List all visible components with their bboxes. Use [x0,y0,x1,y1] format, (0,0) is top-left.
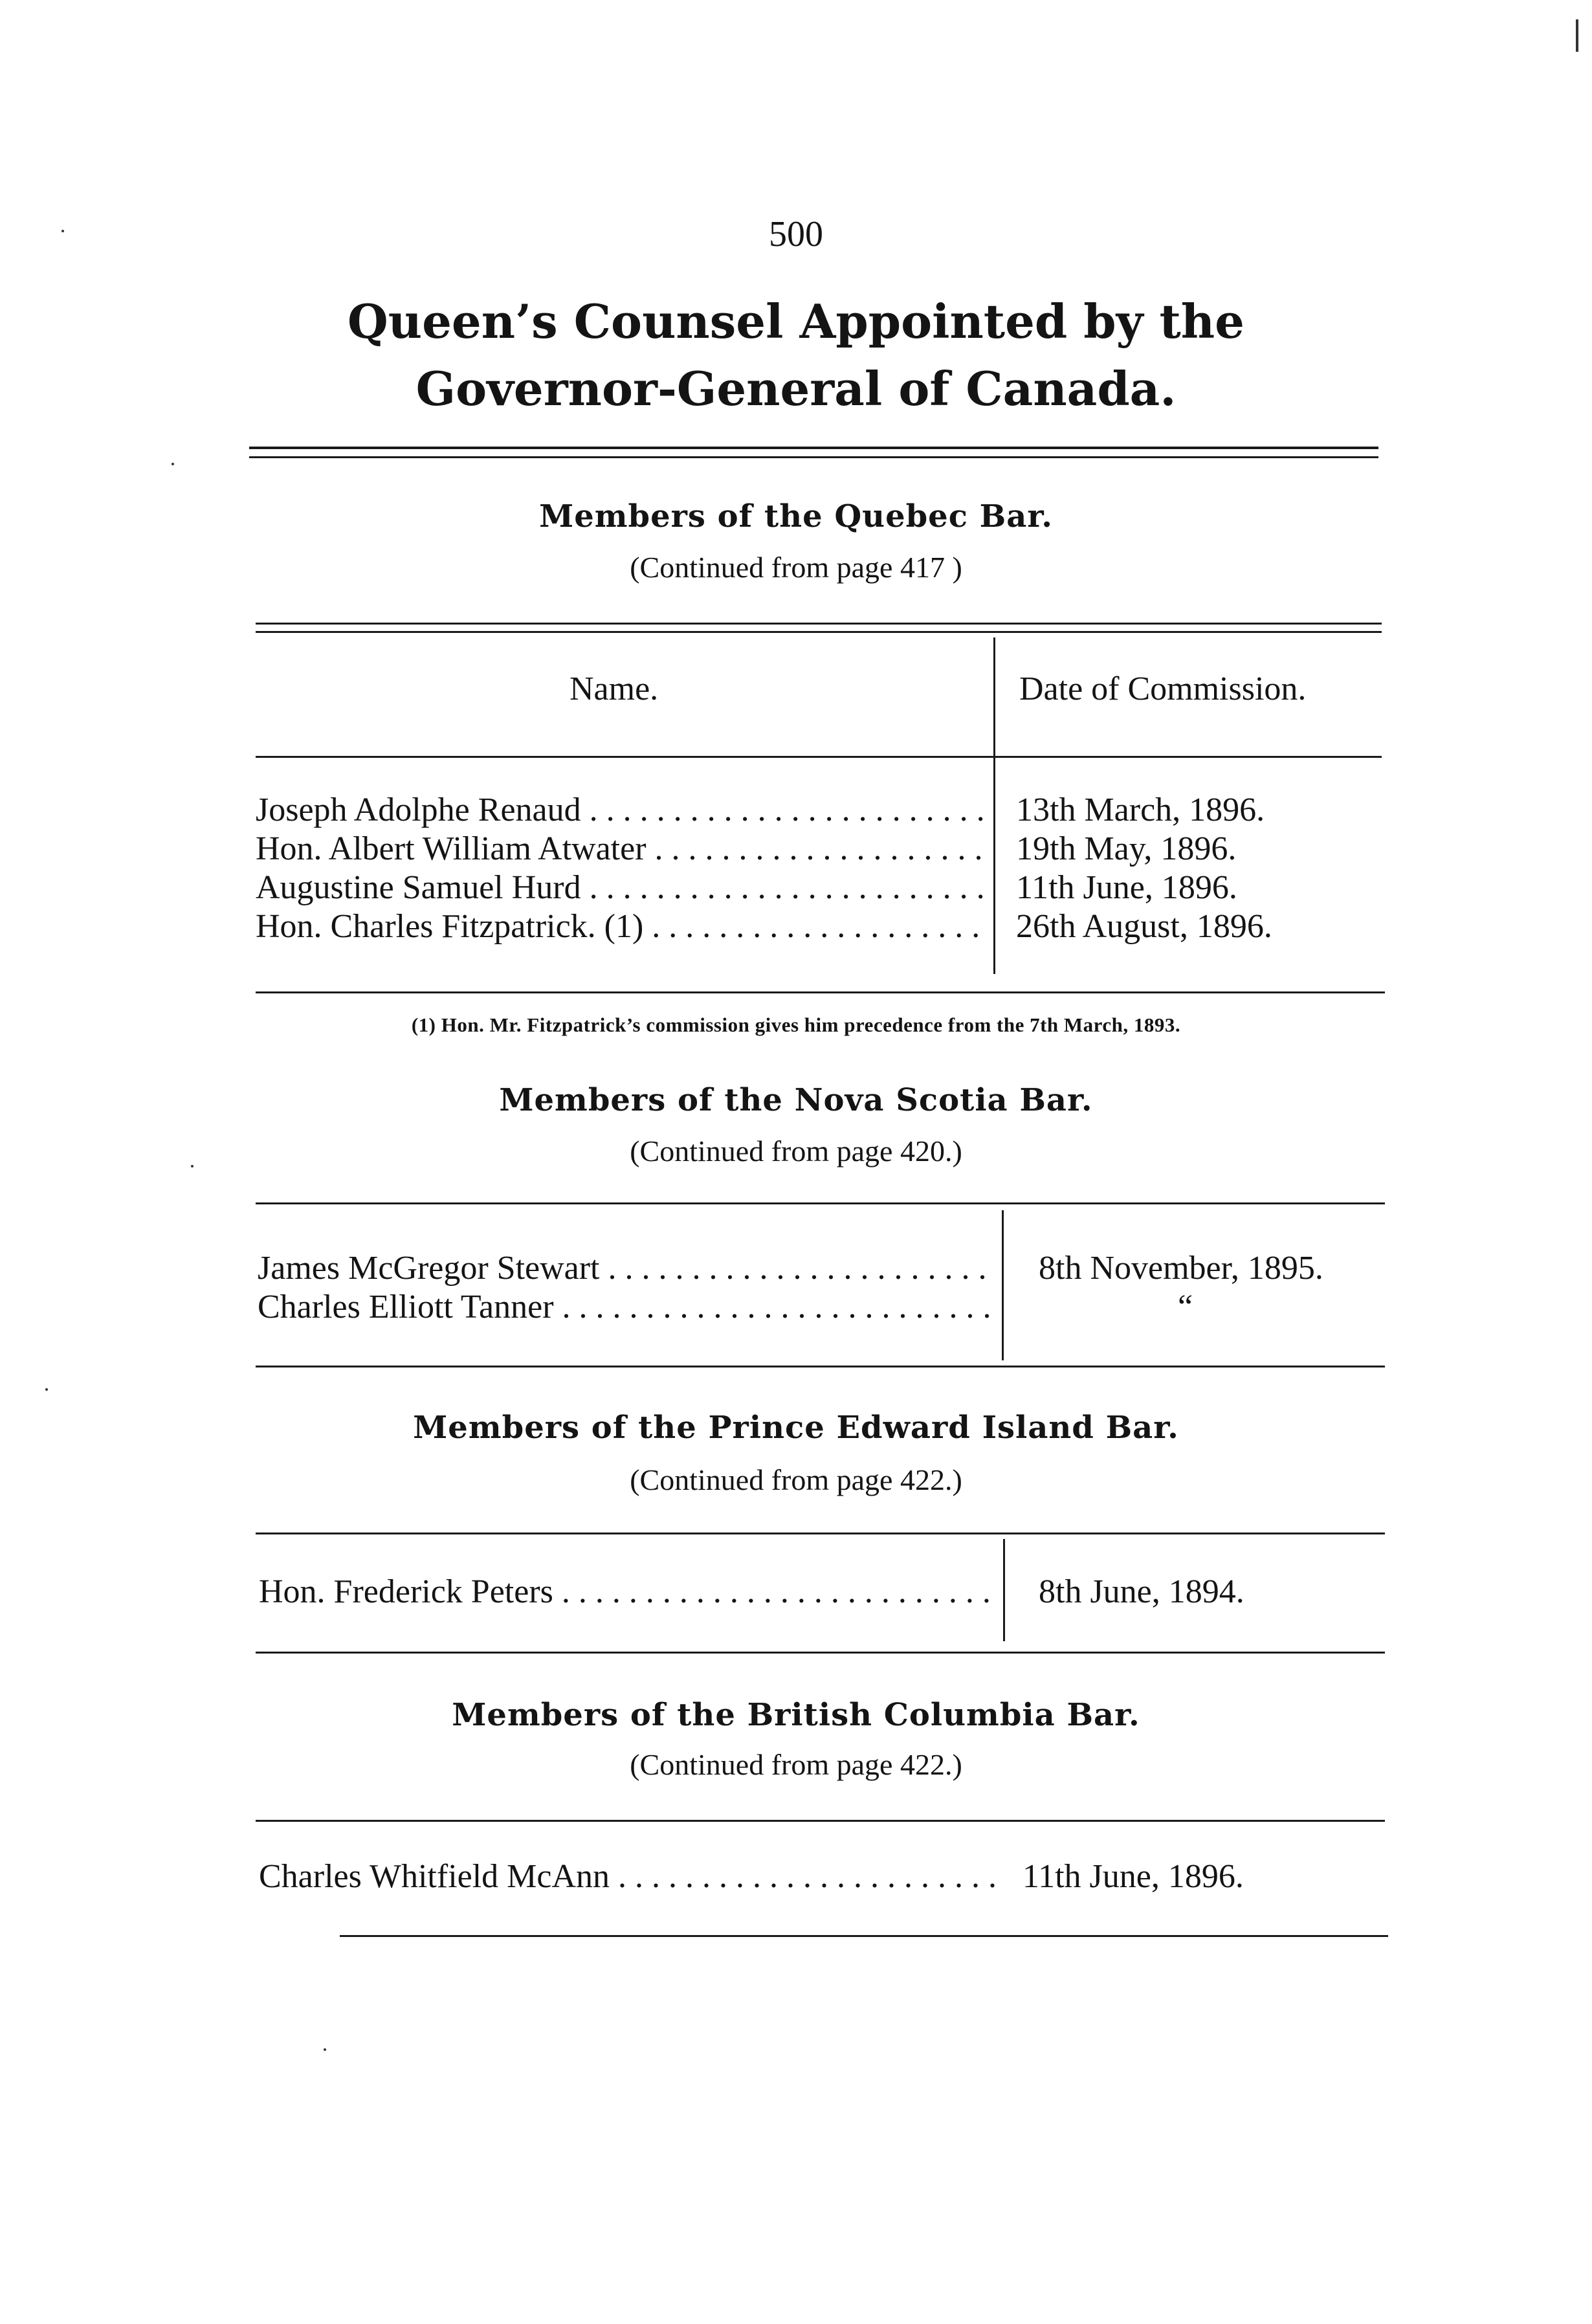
row-date: 8th November, 1895. [1039,1250,1323,1287]
row-name: James McGregor Stewart . . . [258,1249,995,1288]
section-heading-nova-scotia: Members of the Nova Scotia Bar. [499,1082,1093,1118]
column-header-date: Date of Commission. [1019,670,1307,707]
divider [249,447,1378,449]
page-title [194,288,1398,423]
row-name: Charles Whitfield McAnn . . . [259,1857,1000,1896]
scan-speck [191,1165,193,1168]
scan-speck [61,230,64,232]
column-separator [1003,1539,1005,1641]
column-separator [993,637,995,974]
row-date: 26th August, 1896. [1016,908,1272,945]
row-name: Augustine Samuel Hurd . . . [256,869,987,907]
divider [256,1652,1385,1654]
divider [256,756,1382,758]
title-line-1: Queen’s Counsel Appointed by the [348,294,1244,349]
row-name: Charles Elliott Tanner . . . [258,1288,995,1327]
row-date: “ [1178,1289,1193,1325]
continued-note-nova-scotia: (Continued from page 420.) [630,1134,962,1168]
divider [256,623,1382,625]
column-separator [1002,1210,1004,1360]
section-heading-prince-edward-island: Members of the Prince Edward Island Bar. [413,1410,1179,1446]
divider [256,1202,1385,1204]
column-header-name: Name. [569,670,659,707]
scan-speck [171,463,174,465]
divider [249,456,1378,458]
divider [256,1366,1385,1367]
footnote: (1) Hon. Mr. Fitzpatrick’s commission gives him precedence from the 7th March, 1893. [411,1013,1181,1036]
divider [256,1533,1385,1534]
row-date: 8th June, 1894. [1039,1573,1244,1610]
continued-note-quebec: (Continued from page 417 ) [630,551,962,584]
divider [340,1935,1388,1937]
title-line-2: Governor-General of Canada. [415,361,1177,416]
divider [256,631,1382,633]
divider [256,991,1385,993]
row-date: 11th June, 1896. [1023,1858,1244,1895]
row-date: 19th May, 1896. [1016,830,1237,867]
divider [256,1820,1385,1822]
section-heading-british-columbia: Members of the British Columbia Bar. [452,1697,1140,1733]
row-date: 11th June, 1896. [1016,869,1237,906]
row-name: Joseph Adolphe Renaud . . . [256,791,987,830]
row-name: Hon. Frederick Peters . . . [259,1573,997,1611]
scan-speck [45,1388,48,1391]
section-heading-quebec: Members of the Quebec Bar. [539,498,1053,535]
continued-note-british-columbia: (Continued from page 422.) [630,1748,962,1781]
scan-speck [1576,19,1578,52]
row-date: 13th March, 1896. [1016,791,1265,828]
continued-note-prince-edward-island: (Continued from page 422.) [630,1463,962,1496]
row-name: Hon. Albert William Atwater . . . [256,830,987,869]
scan-speck [324,2048,326,2051]
row-name: Hon. Charles Fitzpatrick. (1) . . . [256,907,987,946]
page-number: 500 [769,214,823,254]
